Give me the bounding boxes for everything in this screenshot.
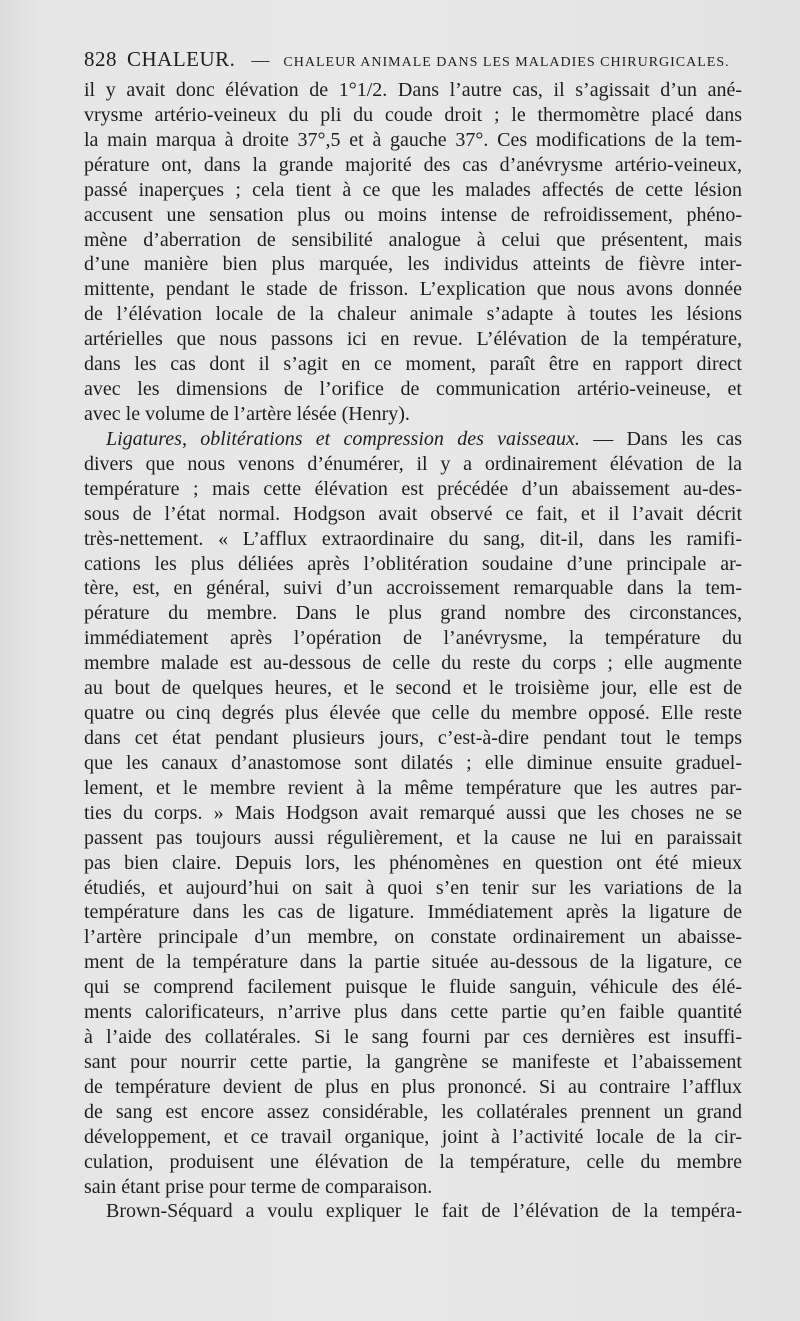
text-line: membre malade est au-dessous de celle du reste du corps ; elle augmente bbox=[84, 652, 742, 675]
text-line: au bout de quelques heures, et le second et le troisième jour, elle est de bbox=[84, 677, 742, 700]
text-line: sain étant prise pour terme de comparaison. bbox=[84, 1175, 433, 1198]
text-line: sant pour nourrir cette partie, la gangrène se manifeste et l’abaissement bbox=[84, 1050, 742, 1073]
text-line: développement, et ce travail organique, joint à l’activité locale de la cir- bbox=[84, 1125, 742, 1148]
text-line: vrysme artério-veineux du pli du coude droit ; le thermomètre placé dans bbox=[84, 103, 742, 126]
text-line: de température devient de plus en plus prononcé. Si au contraire l’afflux bbox=[84, 1075, 742, 1098]
text-line: tère, est, en général, suivi d’un accroissement remarquable dans la tem- bbox=[84, 577, 742, 600]
text-line: sous de l’état normal. Hodgson avait observé ce fait, et il l’avait décrit bbox=[84, 502, 742, 525]
text-line: mittente, pendant le stade de frisson. L’explication que nous avons donnée bbox=[84, 278, 742, 301]
text-line: accusent une sensation plus ou moins intense de refroidissement, phéno- bbox=[84, 203, 742, 226]
text-line: de sang est encore assez considérable, les collatérales prennent un grand bbox=[84, 1100, 742, 1123]
text-line: d’une manière bien plus marquée, les individus atteints de fièvre inter- bbox=[84, 253, 742, 276]
header-dash: — bbox=[251, 50, 270, 70]
text-line: il y avait donc élévation de 1°1/2. Dans l’autre cas, il s’agissait d’un ané- bbox=[84, 79, 742, 101]
text-line: culation, produisent une élévation de la température, celle du membre bbox=[84, 1150, 742, 1173]
text-line: pas bien claire. Depuis lors, les phénomènes en question ont été mieux bbox=[84, 851, 742, 874]
text-line: à l’aide des collatérales. Si le sang fourni par ces dernières est insuffi- bbox=[84, 1026, 742, 1049]
text-line: dans les cas dont il s’agit en ce moment, paraît être en rapport direct bbox=[84, 353, 742, 376]
running-header bbox=[84, 44, 730, 74]
text-line: passent pas toujours aussi régulièrement, et la cause ne lui en paraissait bbox=[84, 826, 742, 849]
text-line: immédiatement après l’opération de l’anévrysme, la température du bbox=[84, 627, 742, 650]
text-line: pérature ont, dans la grande majorité des cas d’anévrysme artério-veineux, bbox=[84, 153, 742, 176]
text-line: quatre ou cinq degrés plus élevée que celle du membre opposé. Elle reste bbox=[84, 702, 742, 725]
text-line: Brown-Séquard a voulu expliquer le fait de l’élévation de la tempéra- bbox=[106, 1200, 742, 1223]
section-heading: Ligatures, oblitérations et compression des vaisseaux. bbox=[106, 427, 580, 450]
text-line: que les canaux d’anastomose sont dilatés ; elle diminue ensuite graduel- bbox=[84, 751, 742, 774]
text-line: température dans les cas de ligature. Immédiatement après la ligature de bbox=[84, 901, 742, 924]
paragraph-aneurysm-temperature bbox=[84, 78, 742, 427]
text-line: cations les plus déliées après l’oblitération soudaine d’une principale ar- bbox=[84, 552, 742, 575]
paragraph-brown-sequard bbox=[84, 1199, 742, 1224]
text-line: mène d’aberration de sensibilité analogue à celui que présentent, mais bbox=[84, 228, 742, 251]
text-line: divers que nous venons d’énumérer, il y a ordinairement élévation de la bbox=[84, 452, 742, 475]
text-line: dans cet état pendant plusieurs jours, c’est-à-dire pendant tout le temps bbox=[84, 726, 742, 749]
text-line: pérature du membre. Dans le plus grand nombre des circonstances, bbox=[84, 602, 742, 625]
text-line: ments calorificateurs, n’arrive plus dans cette partie qu’en faible quantité bbox=[84, 1001, 742, 1024]
text-line: de l’élévation locale de la chaleur animale s’adapte à toutes les lésions bbox=[84, 303, 742, 326]
section-name: CHALEUR. bbox=[127, 47, 236, 71]
text-line: qui se comprend facilement puisque le fluide sanguin, véhicule des élé- bbox=[84, 976, 742, 999]
body-text bbox=[84, 78, 742, 1224]
text-line: artérielles que nous passons ici en revue. L’élévation de la température, bbox=[84, 328, 742, 351]
page-number: 828 bbox=[84, 47, 117, 71]
text-line: l’artère principale d’un membre, on constate ordinairement un abaisse- bbox=[84, 926, 742, 949]
text-line-with-heading bbox=[84, 427, 742, 452]
text-line: avec les dimensions de l’orifice de communication artério-veineuse, et bbox=[84, 378, 742, 401]
text-line: très-nettement. « L’afflux extraordinaire du sang, dit-il, dans les ramifi- bbox=[84, 527, 742, 550]
running-title: CHALEUR ANIMALE DANS LES MALADIES CHIRURGICALES. bbox=[283, 55, 730, 70]
paragraph-ligatures bbox=[84, 427, 742, 1200]
text-line: étudiés, et aujourd’hui on sait à quoi s’en tenir sur les variations de la bbox=[84, 876, 742, 899]
text-line: avec le volume de l’artère lésée (Henry). bbox=[84, 402, 410, 425]
text-line: ties du corps. » Mais Hodgson avait remarqué aussi que les choses ne se bbox=[84, 801, 742, 824]
text-line: température ; mais cette élévation est précédée d’un abaissement au-des- bbox=[84, 477, 742, 500]
text-line: la main marqua à droite 37°,5 et à gauche 37°. Ces modifications de la tem- bbox=[84, 128, 742, 151]
heading-line-rest: — Dans les cas bbox=[593, 427, 743, 450]
text-line: ment de la température dans la partie située au-dessous de la ligature, ce bbox=[84, 951, 742, 974]
text-line: passé inaperçues ; cela tient à ce que les malades affectés de cette lésion bbox=[84, 178, 742, 201]
text-line: lement, et le membre revient à la même température que les autres par- bbox=[84, 776, 742, 799]
